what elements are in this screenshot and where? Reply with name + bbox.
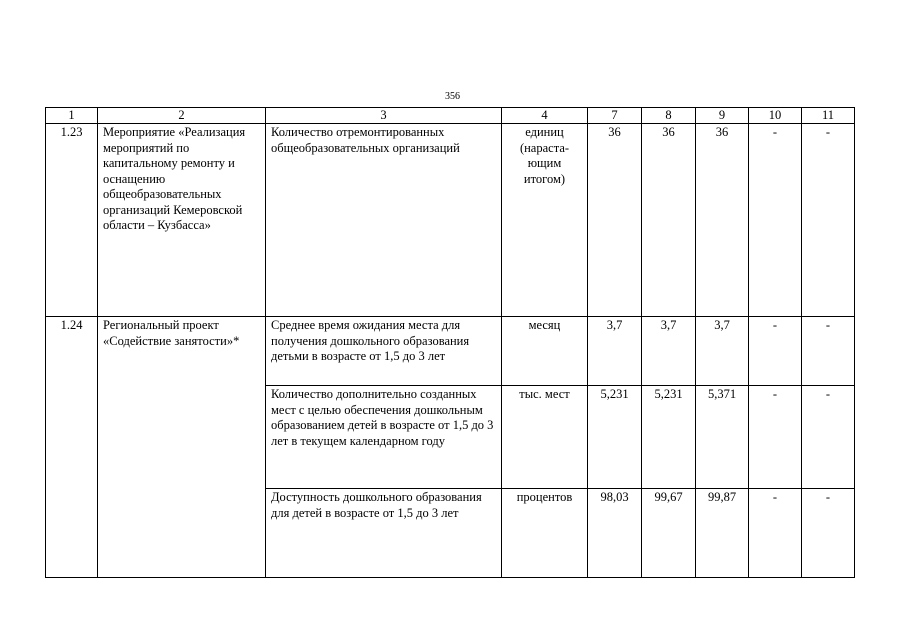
column-header: 2: [98, 108, 266, 124]
column-header: 4: [502, 108, 588, 124]
table-header-row: [46, 108, 855, 124]
value-col-8: 5,231: [642, 386, 696, 489]
indicators-table: [45, 107, 855, 578]
event-name: Мероприятие «Реализация мероприятий по капитальному ремонту и оснащению общеобразовательных организаций Кемеровской области – Кузбасса»: [98, 124, 266, 317]
value-col-9: 36: [696, 124, 749, 317]
value-col-7: 36: [588, 124, 642, 317]
row-number: 1.24: [46, 317, 98, 578]
indicator-unit: единиц (нараста-ющим итогом): [502, 124, 588, 317]
value-col-8: 3,7: [642, 317, 696, 386]
indicator-unit: месяц: [502, 317, 588, 386]
table-row: [46, 124, 855, 317]
value-col-11: -: [802, 386, 855, 489]
value-col-11: -: [802, 124, 855, 317]
page-number: 356: [445, 91, 460, 102]
value-col-9: 5,371: [696, 386, 749, 489]
value-col-11: -: [802, 317, 855, 386]
column-header: 9: [696, 108, 749, 124]
value-col-11: -: [802, 489, 855, 578]
indicator-name: Количество дополнительно созданных мест с целью обеспечения дошкольным образованием детей в возрасте от 1,5 до 3 лет в текущем календарном году: [266, 386, 502, 489]
value-col-10: -: [749, 124, 802, 317]
table-row: [46, 317, 855, 386]
indicator-name: Доступность дошкольного образования для детей в возрасте от 1,5 до 3 лет: [266, 489, 502, 578]
value-col-10: -: [749, 489, 802, 578]
indicator-name: Количество отремонтированных общеобразовательных организаций: [266, 124, 502, 317]
row-number: 1.23: [46, 124, 98, 317]
column-header: 1: [46, 108, 98, 124]
indicator-unit: тыс. мест: [502, 386, 588, 489]
value-col-9: 3,7: [696, 317, 749, 386]
column-header: 10: [749, 108, 802, 124]
column-header: 3: [266, 108, 502, 124]
column-header: 11: [802, 108, 855, 124]
event-name: Региональный проект «Содействие занятости»*: [98, 317, 266, 578]
value-col-8: 99,67: [642, 489, 696, 578]
indicator-name: Среднее время ожидания места для получения дошкольного образования детьми в возрасте от 1,5 до 3 лет: [266, 317, 502, 386]
value-col-9: 99,87: [696, 489, 749, 578]
value-col-8: 36: [642, 124, 696, 317]
value-col-7: 98,03: [588, 489, 642, 578]
column-header: 8: [642, 108, 696, 124]
value-col-7: 5,231: [588, 386, 642, 489]
indicator-unit: процентов: [502, 489, 588, 578]
column-header: 7: [588, 108, 642, 124]
value-col-10: -: [749, 317, 802, 386]
value-col-7: 3,7: [588, 317, 642, 386]
value-col-10: -: [749, 386, 802, 489]
